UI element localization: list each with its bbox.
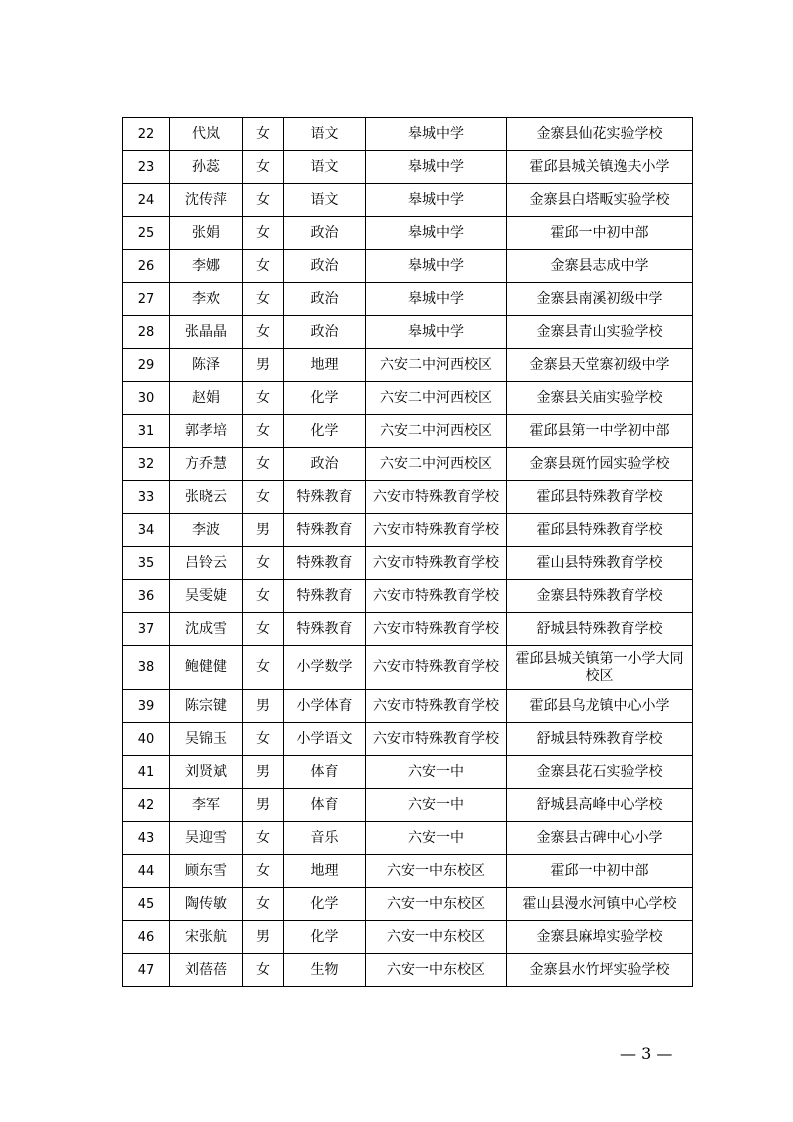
table-row (123, 756, 693, 789)
to-school-cell: 金寨县志成中学 (507, 250, 693, 283)
subject-cell: 化学 (284, 382, 366, 415)
to-school-cell: 霍邱县特殊教育学校 (507, 514, 693, 547)
table-row (123, 481, 693, 514)
name-cell: 张晓云 (170, 481, 243, 514)
subject-cell: 特殊教育 (284, 514, 366, 547)
table-row (123, 921, 693, 954)
name-cell: 吴迎雪 (170, 822, 243, 855)
gender-cell: 女 (243, 283, 284, 316)
name-cell: 吴雯婕 (170, 580, 243, 613)
subject-cell: 音乐 (284, 822, 366, 855)
to-school-cell: 霍邱县城关镇第一小学大同校区 (507, 646, 693, 690)
from-school-cell: 皋城中学 (366, 250, 507, 283)
name-cell: 吕铃云 (170, 547, 243, 580)
subject-cell: 小学数学 (284, 646, 366, 690)
gender-cell: 女 (243, 151, 284, 184)
to-school-cell: 金寨县斑竹园实验学校 (507, 448, 693, 481)
table-row (123, 547, 693, 580)
table-row (123, 349, 693, 382)
row-number-cell: 31 (123, 415, 170, 448)
to-school-cell: 舒城县特殊教育学校 (507, 613, 693, 646)
row-number-cell: 45 (123, 888, 170, 921)
gender-cell: 男 (243, 756, 284, 789)
name-cell: 沈成雪 (170, 613, 243, 646)
table-row (123, 789, 693, 822)
row-number-cell: 30 (123, 382, 170, 415)
row-number-cell: 40 (123, 723, 170, 756)
row-number-cell: 37 (123, 613, 170, 646)
name-cell: 方乔慧 (170, 448, 243, 481)
gender-cell: 男 (243, 789, 284, 822)
to-school-cell: 金寨县白塔畈实验学校 (507, 184, 693, 217)
subject-cell: 语文 (284, 118, 366, 151)
to-school-cell: 金寨县天堂寨初级中学 (507, 349, 693, 382)
to-school-cell: 霍邱县乌龙镇中心小学 (507, 690, 693, 723)
gender-cell: 男 (243, 514, 284, 547)
gender-cell: 男 (243, 690, 284, 723)
table-row (123, 118, 693, 151)
row-number-cell: 47 (123, 954, 170, 987)
row-number-cell: 22 (123, 118, 170, 151)
subject-cell: 化学 (284, 415, 366, 448)
gender-cell: 女 (243, 723, 284, 756)
name-cell: 代岚 (170, 118, 243, 151)
from-school-cell: 六安一中东校区 (366, 888, 507, 921)
name-cell: 赵娟 (170, 382, 243, 415)
name-cell: 张晶晶 (170, 316, 243, 349)
to-school-cell: 金寨县麻埠实验学校 (507, 921, 693, 954)
gender-cell: 女 (243, 448, 284, 481)
subject-cell: 特殊教育 (284, 547, 366, 580)
subject-cell: 政治 (284, 217, 366, 250)
from-school-cell: 皋城中学 (366, 217, 507, 250)
gender-cell: 女 (243, 888, 284, 921)
from-school-cell: 皋城中学 (366, 118, 507, 151)
name-cell: 李波 (170, 514, 243, 547)
row-number-cell: 27 (123, 283, 170, 316)
to-school-cell: 舒城县特殊教育学校 (507, 723, 693, 756)
name-cell: 宋张航 (170, 921, 243, 954)
gender-cell: 男 (243, 921, 284, 954)
to-school-cell: 霍邱一中初中部 (507, 855, 693, 888)
gender-cell: 女 (243, 184, 284, 217)
gender-cell: 女 (243, 217, 284, 250)
to-school-cell: 霍邱县城关镇逸夫小学 (507, 151, 693, 184)
row-number-cell: 28 (123, 316, 170, 349)
to-school-cell: 金寨县水竹坪实验学校 (507, 954, 693, 987)
row-number-cell: 25 (123, 217, 170, 250)
gender-cell: 女 (243, 118, 284, 151)
subject-cell: 地理 (284, 349, 366, 382)
name-cell: 陈宗键 (170, 690, 243, 723)
gender-cell: 女 (243, 415, 284, 448)
table-row (123, 613, 693, 646)
table-row (123, 316, 693, 349)
table-row (123, 151, 693, 184)
name-cell: 李娜 (170, 250, 243, 283)
row-number-cell: 39 (123, 690, 170, 723)
subject-cell: 特殊教育 (284, 580, 366, 613)
subject-cell: 政治 (284, 250, 366, 283)
from-school-cell: 六安市特殊教育学校 (366, 481, 507, 514)
to-school-cell: 金寨县花石实验学校 (507, 756, 693, 789)
name-cell: 顾东雪 (170, 855, 243, 888)
subject-cell: 体育 (284, 756, 366, 789)
gender-cell: 男 (243, 349, 284, 382)
name-cell: 沈传萍 (170, 184, 243, 217)
row-number-cell: 33 (123, 481, 170, 514)
subject-cell: 政治 (284, 283, 366, 316)
to-school-cell: 金寨县青山实验学校 (507, 316, 693, 349)
from-school-cell: 六安一中东校区 (366, 855, 507, 888)
table-row (123, 690, 693, 723)
row-number-cell: 44 (123, 855, 170, 888)
to-school-cell: 舒城县高峰中心学校 (507, 789, 693, 822)
from-school-cell: 六安一中 (366, 822, 507, 855)
subject-cell: 政治 (284, 448, 366, 481)
table-row (123, 954, 693, 987)
from-school-cell: 六安市特殊教育学校 (366, 613, 507, 646)
to-school-cell: 霍山县漫水河镇中心学校 (507, 888, 693, 921)
subject-cell: 体育 (284, 789, 366, 822)
table-row (123, 646, 693, 690)
gender-cell: 女 (243, 855, 284, 888)
gender-cell: 女 (243, 250, 284, 283)
from-school-cell: 六安市特殊教育学校 (366, 723, 507, 756)
name-cell: 李欢 (170, 283, 243, 316)
row-number-cell: 43 (123, 822, 170, 855)
table-body (123, 118, 693, 987)
row-number-cell: 35 (123, 547, 170, 580)
gender-cell: 女 (243, 646, 284, 690)
gender-cell: 女 (243, 613, 284, 646)
subject-cell: 生物 (284, 954, 366, 987)
from-school-cell: 六安二中河西校区 (366, 349, 507, 382)
to-school-cell: 霍邱县特殊教育学校 (507, 481, 693, 514)
subject-cell: 语文 (284, 151, 366, 184)
gender-cell: 女 (243, 822, 284, 855)
from-school-cell: 六安一中东校区 (366, 921, 507, 954)
name-cell: 陶传敏 (170, 888, 243, 921)
from-school-cell: 六安市特殊教育学校 (366, 547, 507, 580)
row-number-cell: 36 (123, 580, 170, 613)
name-cell: 刘贤斌 (170, 756, 243, 789)
row-number-cell: 24 (123, 184, 170, 217)
table-row (123, 382, 693, 415)
from-school-cell: 皋城中学 (366, 184, 507, 217)
from-school-cell: 六安一中 (366, 756, 507, 789)
row-number-cell: 42 (123, 789, 170, 822)
row-number-cell: 23 (123, 151, 170, 184)
to-school-cell: 金寨县南溪初级中学 (507, 283, 693, 316)
to-school-cell: 霍山县特殊教育学校 (507, 547, 693, 580)
name-cell: 孙蕊 (170, 151, 243, 184)
from-school-cell: 皋城中学 (366, 283, 507, 316)
name-cell: 李军 (170, 789, 243, 822)
subject-cell: 特殊教育 (284, 481, 366, 514)
name-cell: 张娟 (170, 217, 243, 250)
name-cell: 刘蓓蓓 (170, 954, 243, 987)
subject-cell: 特殊教育 (284, 613, 366, 646)
from-school-cell: 六安二中河西校区 (366, 448, 507, 481)
from-school-cell: 六安一中东校区 (366, 954, 507, 987)
table-row (123, 888, 693, 921)
from-school-cell: 六安市特殊教育学校 (366, 580, 507, 613)
table-row (123, 822, 693, 855)
to-school-cell: 金寨县关庙实验学校 (507, 382, 693, 415)
to-school-cell: 金寨县古碑中心小学 (507, 822, 693, 855)
table-row (123, 283, 693, 316)
table-row (123, 855, 693, 888)
row-number-cell: 41 (123, 756, 170, 789)
from-school-cell: 六安二中河西校区 (366, 382, 507, 415)
name-cell: 陈泽 (170, 349, 243, 382)
row-number-cell: 46 (123, 921, 170, 954)
gender-cell: 女 (243, 481, 284, 514)
name-cell: 鲍健健 (170, 646, 243, 690)
to-school-cell: 金寨县特殊教育学校 (507, 580, 693, 613)
table-row (123, 184, 693, 217)
from-school-cell: 六安市特殊教育学校 (366, 690, 507, 723)
row-number-cell: 34 (123, 514, 170, 547)
teacher-assignment-table (122, 117, 693, 987)
gender-cell: 女 (243, 547, 284, 580)
table-row (123, 580, 693, 613)
gender-cell: 女 (243, 580, 284, 613)
from-school-cell: 六安市特殊教育学校 (366, 646, 507, 690)
table-row (123, 514, 693, 547)
row-number-cell: 26 (123, 250, 170, 283)
to-school-cell: 金寨县仙花实验学校 (507, 118, 693, 151)
table-row (123, 217, 693, 250)
subject-cell: 化学 (284, 888, 366, 921)
from-school-cell: 皋城中学 (366, 316, 507, 349)
row-number-cell: 29 (123, 349, 170, 382)
name-cell: 郭孝培 (170, 415, 243, 448)
row-number-cell: 32 (123, 448, 170, 481)
table-row (123, 250, 693, 283)
from-school-cell: 皋城中学 (366, 151, 507, 184)
subject-cell: 地理 (284, 855, 366, 888)
to-school-cell: 霍邱一中初中部 (507, 217, 693, 250)
subject-cell: 化学 (284, 921, 366, 954)
gender-cell: 女 (243, 316, 284, 349)
table-row (123, 723, 693, 756)
gender-cell: 女 (243, 954, 284, 987)
table-row (123, 448, 693, 481)
row-number-cell: 38 (123, 646, 170, 690)
subject-cell: 小学语文 (284, 723, 366, 756)
subject-cell: 语文 (284, 184, 366, 217)
from-school-cell: 六安市特殊教育学校 (366, 514, 507, 547)
subject-cell: 政治 (284, 316, 366, 349)
from-school-cell: 六安一中 (366, 789, 507, 822)
to-school-cell: 霍邱县第一中学初中部 (507, 415, 693, 448)
table-row (123, 415, 693, 448)
name-cell: 吴锦玉 (170, 723, 243, 756)
subject-cell: 小学体育 (284, 690, 366, 723)
gender-cell: 女 (243, 382, 284, 415)
from-school-cell: 六安二中河西校区 (366, 415, 507, 448)
page-number: — 3 — (620, 1044, 673, 1063)
